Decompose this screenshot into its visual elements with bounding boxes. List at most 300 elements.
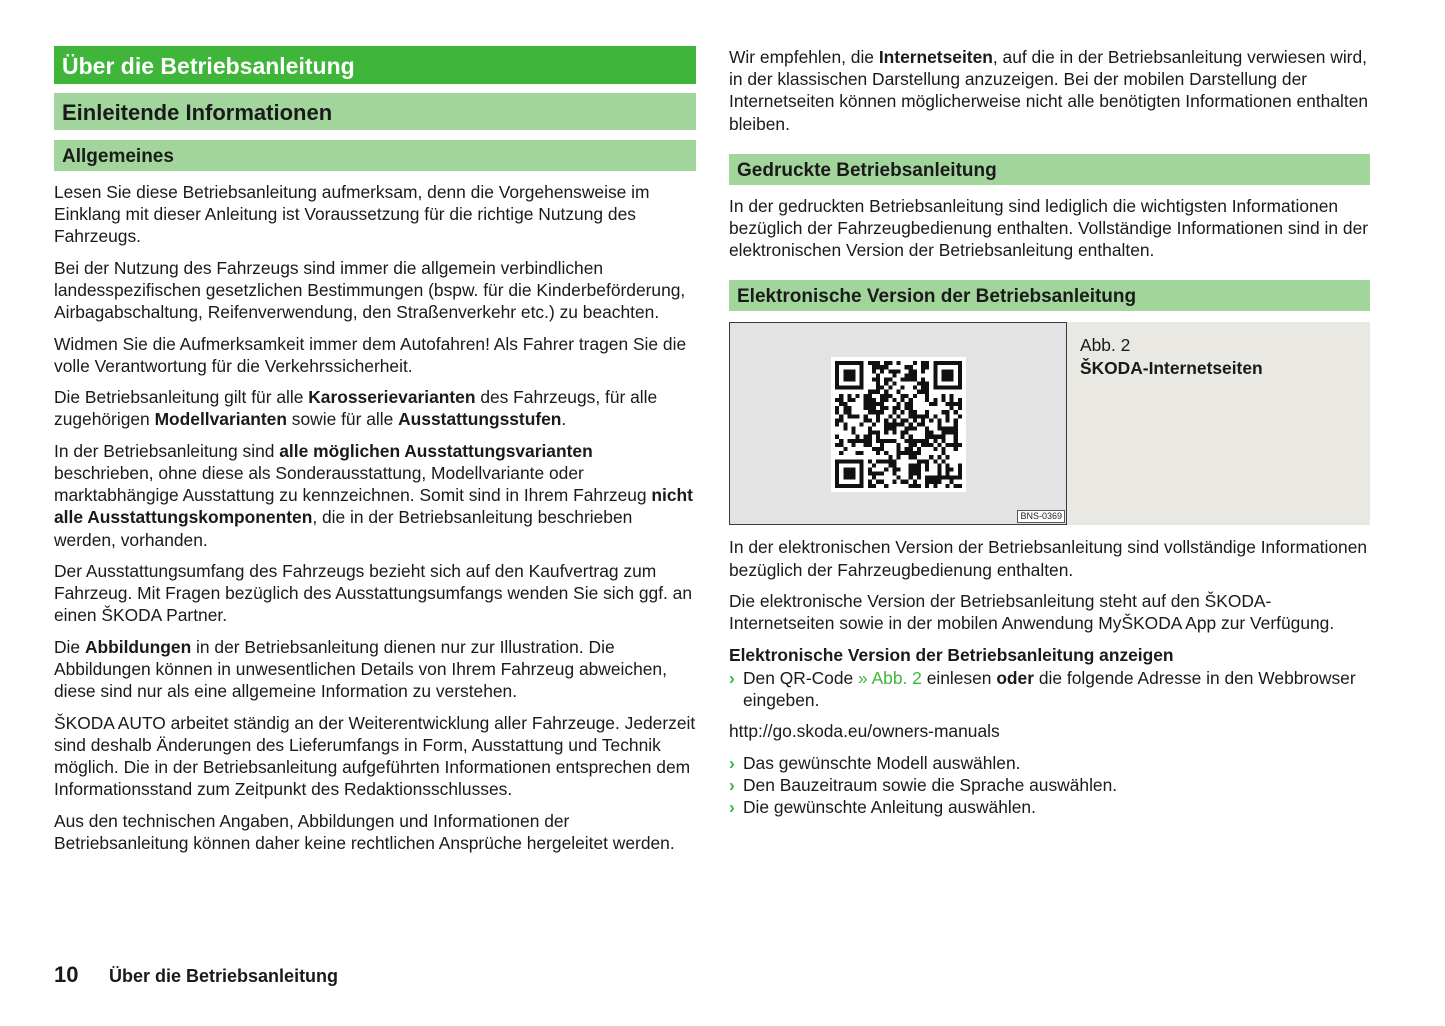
qr-module — [937, 435, 941, 439]
qr-module — [950, 374, 954, 378]
qr-module — [884, 382, 888, 386]
qr-module — [909, 484, 913, 488]
qr-module — [958, 386, 962, 390]
qr-module — [851, 427, 855, 431]
qr-module — [917, 415, 921, 419]
qr-module — [856, 460, 860, 464]
qr-module — [860, 378, 864, 382]
qr-module — [872, 431, 876, 435]
qr-module — [905, 374, 909, 378]
qr-module — [958, 366, 962, 370]
qr-module — [888, 378, 892, 382]
qr-module — [868, 468, 872, 472]
qr-module — [884, 362, 888, 366]
qr-module — [892, 419, 896, 423]
qr-module — [954, 435, 958, 439]
qr-module — [868, 402, 872, 406]
paragraph: Wir empfehlen, die Internetseiten, auf die in der Betriebsanleitung verwiesen wird, in der klassischen Darstellung anzuzeigen. Bei der mobilen Darstellung der Internetseiten können möglicherweise nicht alle benötigten Informationen enthalten bleiben. — [729, 47, 1369, 134]
qr-module — [860, 382, 864, 386]
qr-module — [901, 411, 905, 415]
qr-module — [876, 439, 880, 443]
qr-module — [950, 386, 954, 390]
qr-module — [909, 472, 913, 476]
figure-image — [729, 322, 1067, 525]
qr-module — [843, 472, 847, 476]
qr-module — [937, 456, 941, 460]
qr-module — [868, 419, 872, 423]
qr-module — [941, 411, 945, 415]
qr-module — [843, 411, 847, 415]
qr-module — [839, 402, 843, 406]
qr-module — [901, 394, 905, 398]
qr-module — [921, 423, 925, 427]
qr-module — [933, 382, 937, 386]
qr-module — [933, 378, 937, 382]
qr-module — [913, 484, 917, 488]
qr-module — [925, 386, 929, 390]
qr-module — [901, 386, 905, 390]
qr-module — [909, 435, 913, 439]
qr-module — [868, 362, 872, 366]
qr-module — [872, 366, 876, 370]
qr-module — [847, 378, 851, 382]
qr-module — [851, 362, 855, 366]
qr-module — [876, 411, 880, 415]
qr-module — [884, 452, 888, 456]
qr-module — [905, 407, 909, 411]
qr-module — [917, 452, 921, 456]
qr-module — [946, 468, 950, 472]
qr-module — [843, 476, 847, 480]
qr-module — [884, 427, 888, 431]
qr-module — [896, 402, 900, 406]
qr-code-image[interactable] — [831, 357, 966, 492]
qr-module — [913, 464, 917, 468]
qr-module — [839, 415, 843, 419]
qr-module — [884, 460, 888, 464]
qr-module — [896, 370, 900, 374]
qr-module — [843, 402, 847, 406]
qr-module — [913, 439, 917, 443]
qr-module — [896, 456, 900, 460]
qr-module — [937, 423, 941, 427]
qr-module — [925, 476, 929, 480]
qr-module — [905, 427, 909, 431]
qr-module — [941, 431, 945, 435]
qr-module — [950, 370, 954, 374]
qr-module — [839, 484, 843, 488]
qr-module — [905, 452, 909, 456]
chevron-right-icon: › — [729, 797, 735, 818]
qr-module — [876, 366, 880, 370]
qr-module — [954, 362, 958, 366]
qr-module — [896, 452, 900, 456]
qr-module — [892, 370, 896, 374]
qr-module — [872, 390, 876, 394]
qr-module — [958, 476, 962, 480]
qr-module — [954, 447, 958, 451]
qr-module — [909, 464, 913, 468]
qr-module — [905, 394, 909, 398]
qr-module — [933, 476, 937, 480]
qr-module — [917, 472, 921, 476]
qr-module — [884, 394, 888, 398]
qr-module — [847, 374, 851, 378]
qr-module — [954, 476, 958, 480]
qr-module — [884, 439, 888, 443]
qr-module — [876, 480, 880, 484]
qr-module — [876, 362, 880, 366]
qr-module — [880, 407, 884, 411]
chevron-right-icon: › — [729, 667, 735, 688]
qr-module — [921, 362, 925, 366]
qr-module — [868, 443, 872, 447]
qr-module — [847, 407, 851, 411]
qr-module — [937, 480, 941, 484]
qr-module — [888, 439, 892, 443]
qr-module — [909, 468, 913, 472]
qr-module — [941, 447, 945, 451]
qr-module — [950, 427, 954, 431]
qr-module — [937, 427, 941, 431]
qr-module — [868, 407, 872, 411]
instruction-step: › Den QR-Code » Abb. 2 einlesen oder die folgende Adresse in den Webbrowser eingeben. — [729, 667, 1356, 710]
qr-module — [913, 370, 917, 374]
figure-title: ŠKODA-Internetseiten — [1080, 357, 1263, 378]
qr-module — [880, 447, 884, 451]
qr-module — [913, 415, 917, 419]
qr-module — [892, 431, 896, 435]
qr-module — [839, 398, 843, 402]
paragraph: In der Betriebsanleitung sind alle möglichen Ausstattungsvarianten beschrieben, ohne diese als Sonderausstattung, Modellvariante oder marktabhängige Ausstattung zu kennzeichnen. Somit sind in Ihrem Fahrzeug nicht alle Ausstattungskomponenten, die in der Betriebsanleitung beschrieben werden, vorhanden. — [54, 440, 693, 550]
qr-module — [888, 370, 892, 374]
qr-module — [909, 374, 913, 378]
qr-module — [872, 362, 876, 366]
qr-module — [925, 382, 929, 386]
qr-module — [872, 476, 876, 480]
qr-module — [946, 464, 950, 468]
qr-module — [856, 415, 860, 419]
qr-module — [892, 407, 896, 411]
qr-module — [860, 374, 864, 378]
qr-module — [847, 439, 851, 443]
chevron-right-icon: › — [729, 752, 735, 773]
qr-module — [950, 431, 954, 435]
qr-module — [917, 382, 921, 386]
qr-module — [880, 370, 884, 374]
qr-module — [896, 390, 900, 394]
paragraph: Aus den technischen Angaben, Abbildungen und Informationen der Betriebsanleitung können daher keine rechtlichen Ansprüche hergeleitet werden. — [54, 810, 675, 853]
qr-module — [868, 398, 872, 402]
qr-module — [905, 439, 909, 443]
paragraph: In der elektronischen Version der Betriebsanleitung sind vollständige Informationen bezüglich der Fahrzeugbedienung enthalten. — [729, 537, 1368, 580]
qr-module — [860, 472, 864, 476]
paragraph: Lesen Sie diese Betriebsanleitung aufmerksam, denn die Vorgehensweise im Einklang mit dieser Anleitung ist Voraussetzung für die richtige Nutzung des Fahrzeugs. — [54, 182, 650, 247]
qr-module — [876, 386, 880, 390]
qr-module — [856, 386, 860, 390]
qr-module — [941, 374, 945, 378]
qr-module — [839, 362, 843, 366]
qr-module — [909, 452, 913, 456]
qr-module — [876, 374, 880, 378]
qr-module — [917, 390, 921, 394]
qr-module — [946, 374, 950, 378]
qr-module — [843, 362, 847, 366]
qr-module — [860, 476, 864, 480]
qr-module — [925, 427, 929, 431]
qr-module — [880, 480, 884, 484]
qr-module — [835, 362, 839, 366]
qr-module — [905, 378, 909, 382]
qr-module — [917, 484, 921, 488]
paragraph: Widmen Sie die Aufmerksamkeit immer dem Autofahren! Als Fahrer tragen Sie die volle Verantwortung für die Verkehrssicherheit. — [54, 333, 687, 376]
qr-module — [946, 419, 950, 423]
qr-module — [851, 484, 855, 488]
qr-module — [884, 378, 888, 382]
qr-module — [835, 443, 839, 447]
qr-module — [876, 415, 880, 419]
qr-module — [925, 468, 929, 472]
qr-module — [950, 468, 954, 472]
qr-module — [933, 386, 937, 390]
qr-module — [843, 468, 847, 472]
qr-module — [937, 464, 941, 468]
qr-module — [929, 443, 933, 447]
qr-module — [884, 431, 888, 435]
qr-module — [950, 362, 954, 366]
qr-module — [954, 419, 958, 423]
qr-module — [888, 362, 892, 366]
page-footer — [54, 962, 338, 988]
qr-module — [933, 460, 937, 464]
qr-module — [921, 370, 925, 374]
qr-module — [950, 407, 954, 411]
qr-module — [864, 443, 868, 447]
qr-module — [872, 407, 876, 411]
qr-module — [925, 366, 929, 370]
qr-module — [937, 362, 941, 366]
qr-module — [909, 439, 913, 443]
qr-module — [909, 423, 913, 427]
qr-module — [933, 415, 937, 419]
qr-module — [933, 374, 937, 378]
qr-module — [909, 370, 913, 374]
qr-module — [860, 484, 864, 488]
qr-module — [950, 398, 954, 402]
qr-module — [868, 480, 872, 484]
qr-module — [892, 472, 896, 476]
qr-module — [901, 452, 905, 456]
qr-module — [847, 472, 851, 476]
qr-module — [843, 427, 847, 431]
qr-module — [864, 415, 868, 419]
qr-module — [917, 476, 921, 480]
qr-module — [835, 398, 839, 402]
qr-module — [860, 468, 864, 472]
qr-module — [835, 419, 839, 423]
qr-module — [835, 366, 839, 370]
instruction-step: › Den Bauzeitraum sowie die Sprache auswählen. — [729, 774, 1118, 795]
qr-module — [896, 362, 900, 366]
qr-module — [856, 362, 860, 366]
qr-module — [872, 423, 876, 427]
qr-module — [901, 423, 905, 427]
qr-module — [847, 370, 851, 374]
qr-module — [843, 423, 847, 427]
qr-module — [933, 398, 937, 402]
paragraph: Die Betriebsanleitung gilt für alle Karosserievarianten des Fahrzeugs, für alle zugehörigen Modellvarianten sowie für alle Ausstattungsstufen. — [54, 387, 658, 430]
figure-number: Abb. 2 — [1080, 335, 1131, 356]
qr-module — [835, 386, 839, 390]
qr-module — [913, 411, 917, 415]
figure-link[interactable]: » Abb. 2 — [858, 667, 922, 688]
qr-module — [892, 464, 896, 468]
qr-module — [851, 415, 855, 419]
qr-module — [917, 464, 921, 468]
qr-module — [958, 402, 962, 406]
qr-module — [946, 386, 950, 390]
qr-module — [925, 484, 929, 488]
qr-module — [925, 431, 929, 435]
instruction-step: › Das gewünschte Modell auswählen. — [729, 752, 1021, 773]
qr-module — [913, 419, 917, 423]
qr-module — [843, 447, 847, 451]
figure — [729, 322, 1370, 525]
qr-module — [925, 398, 929, 402]
qr-module — [884, 407, 888, 411]
qr-module — [876, 390, 880, 394]
qr-module — [917, 447, 921, 451]
qr-module — [856, 484, 860, 488]
qr-module — [847, 386, 851, 390]
qr-module — [876, 378, 880, 382]
qr-module — [843, 407, 847, 411]
qr-module — [921, 419, 925, 423]
qr-module — [851, 476, 855, 480]
qr-module — [888, 456, 892, 460]
qr-module — [880, 402, 884, 406]
qr-module — [868, 431, 872, 435]
qr-module — [905, 419, 909, 423]
qr-module — [929, 402, 933, 406]
qr-module — [909, 456, 913, 460]
qr-module — [876, 460, 880, 464]
qr-module — [958, 370, 962, 374]
qr-module — [941, 378, 945, 382]
qr-module — [892, 427, 896, 431]
qr-module — [843, 370, 847, 374]
qr-module — [851, 472, 855, 476]
qr-module — [856, 394, 860, 398]
qr-module — [896, 476, 900, 480]
qr-module — [892, 398, 896, 402]
footer-title: Über die Betriebsanleitung — [109, 966, 339, 986]
qr-module — [958, 362, 962, 366]
qr-module — [921, 460, 925, 464]
qr-module — [892, 439, 896, 443]
section-heading-gedruckte: Gedruckte Betriebsanleitung — [729, 154, 1370, 185]
qr-module — [909, 443, 913, 447]
qr-module — [913, 427, 917, 431]
qr-module — [937, 472, 941, 476]
qr-module — [946, 484, 950, 488]
qr-module — [835, 484, 839, 488]
qr-module — [843, 386, 847, 390]
qr-module — [851, 439, 855, 443]
qr-module — [872, 411, 876, 415]
qr-module — [954, 484, 958, 488]
qr-module — [892, 480, 896, 484]
qr-module — [892, 382, 896, 386]
qr-module — [872, 402, 876, 406]
qr-module — [909, 407, 913, 411]
qr-module — [905, 447, 909, 451]
qr-module — [860, 464, 864, 468]
qr-module — [950, 476, 954, 480]
qr-module — [892, 468, 896, 472]
qr-module — [921, 378, 925, 382]
qr-module — [925, 415, 929, 419]
qr-module — [868, 427, 872, 431]
qr-module — [876, 472, 880, 476]
qr-module — [950, 402, 954, 406]
qr-module — [851, 370, 855, 374]
qr-module — [946, 370, 950, 374]
qr-module — [933, 447, 937, 451]
paragraph: Der Ausstattungsumfang des Fahrzeugs bezieht sich auf den Kaufvertrag zum Fahrzeug. Mit Fragen bezüglich des Ausstattungsumfangs wenden Sie sich ggf. an einen ŠKODA Partner. — [54, 560, 693, 626]
section-heading-elektronische: Elektronische Version der Betriebsanleitung — [729, 280, 1370, 311]
qr-module — [892, 374, 896, 378]
qr-module — [941, 452, 945, 456]
qr-module — [835, 374, 839, 378]
qr-module — [909, 476, 913, 480]
qr-module — [917, 460, 921, 464]
qr-module — [835, 435, 839, 439]
qr-module — [851, 468, 855, 472]
qr-module — [954, 423, 958, 427]
qr-module — [835, 407, 839, 411]
qr-module — [835, 378, 839, 382]
qr-module — [913, 443, 917, 447]
qr-module — [954, 427, 958, 431]
qr-module — [941, 398, 945, 402]
qr-module — [860, 452, 864, 456]
qr-module — [925, 464, 929, 468]
qr-module — [839, 439, 843, 443]
qr-module — [888, 415, 892, 419]
qr-module — [868, 411, 872, 415]
qr-module — [913, 468, 917, 472]
qr-module — [896, 447, 900, 451]
qr-module — [864, 435, 868, 439]
qr-module — [946, 362, 950, 366]
qr-module — [929, 456, 933, 460]
qr-module — [888, 386, 892, 390]
qr-module — [917, 439, 921, 443]
qr-module — [847, 394, 851, 398]
qr-module — [937, 419, 941, 423]
qr-module — [933, 480, 937, 484]
qr-module — [847, 476, 851, 480]
qr-module — [884, 390, 888, 394]
qr-module — [933, 439, 937, 443]
qr-module — [958, 443, 962, 447]
qr-module — [925, 480, 929, 484]
qr-module — [941, 362, 945, 366]
qr-module — [929, 431, 933, 435]
qr-module — [925, 460, 929, 464]
qr-module — [901, 431, 905, 435]
